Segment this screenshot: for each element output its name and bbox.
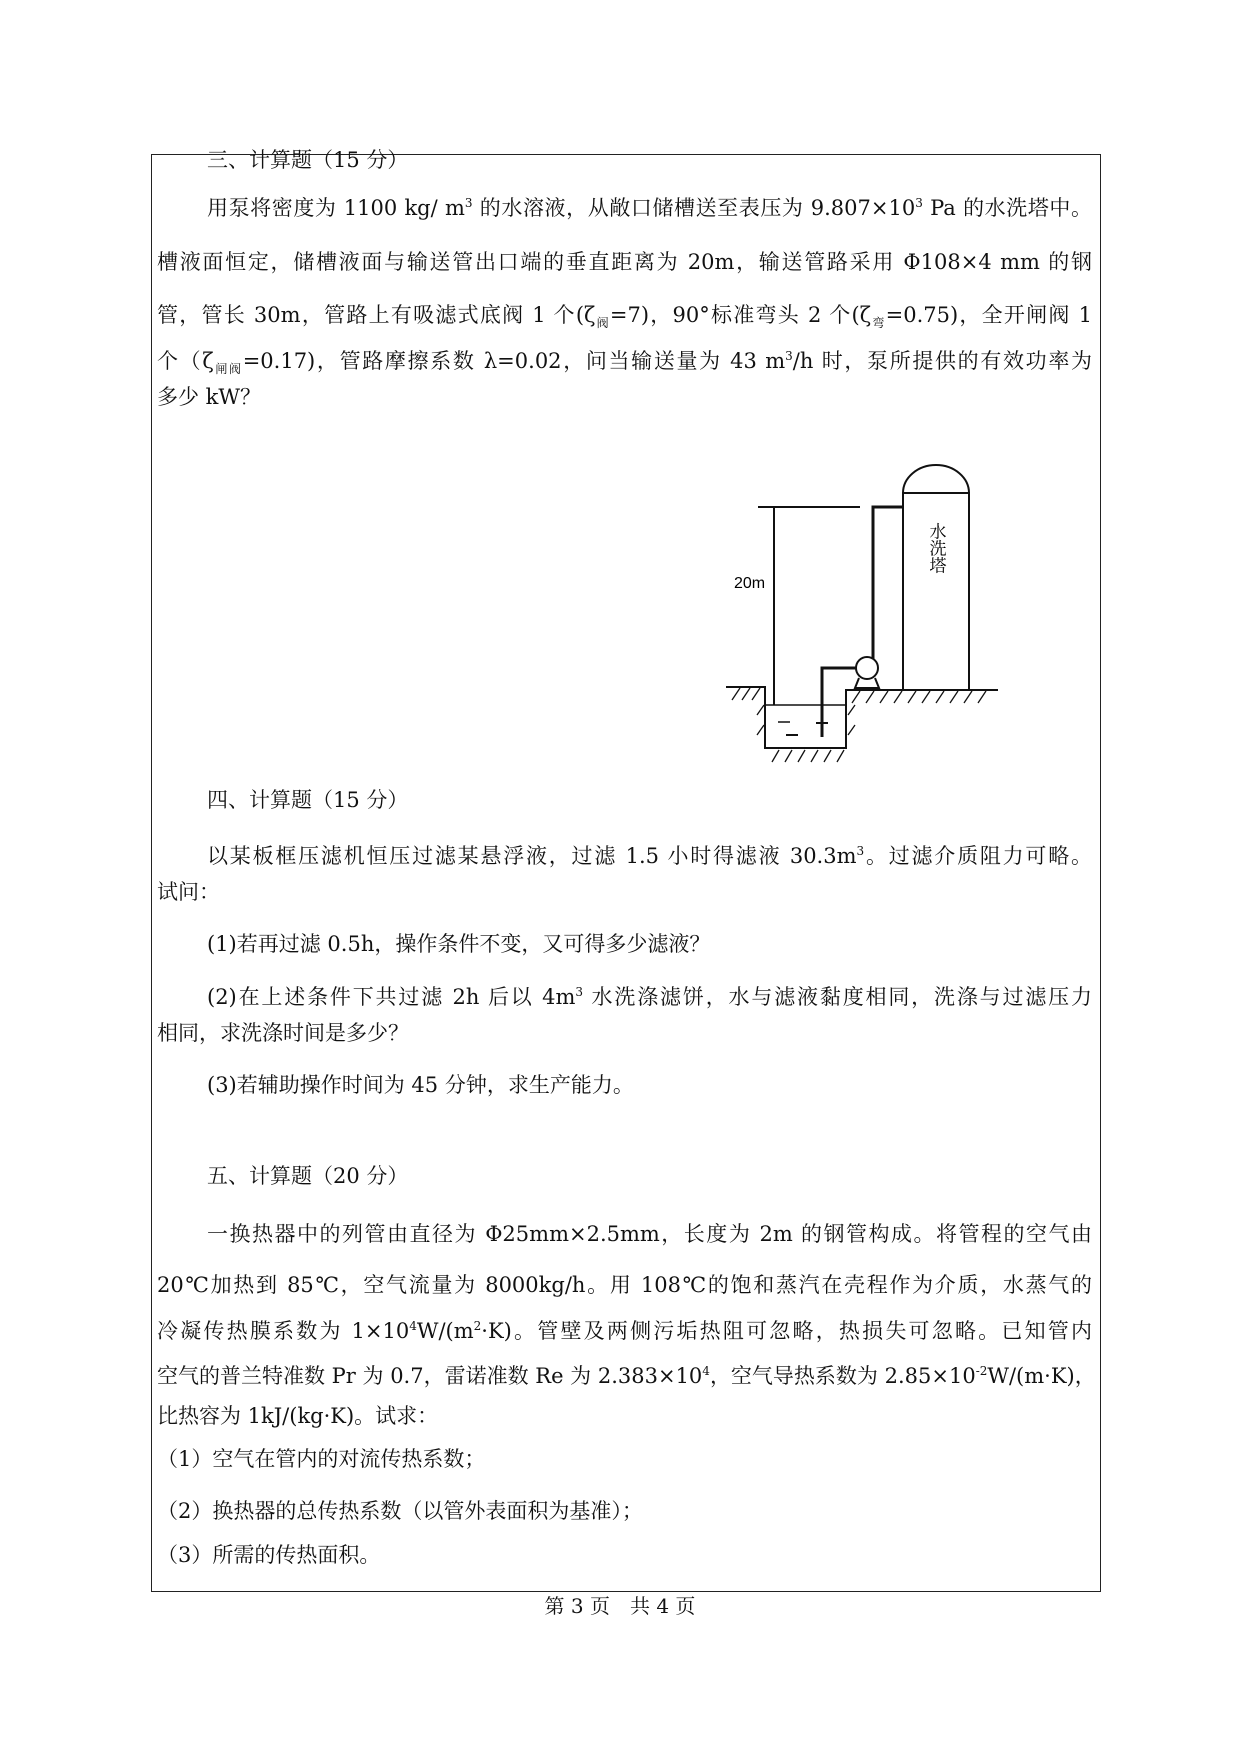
q5-line xyxy=(157,1362,1096,1390)
q4-line xyxy=(157,1019,1092,1047)
q4-line xyxy=(207,842,1092,870)
superscript: 3 xyxy=(785,349,793,363)
q5-line xyxy=(157,1541,1092,1569)
text-segment: 相同，求洗涤时间是多少？ xyxy=(157,1021,409,1045)
page-number: 第 3 页 共 4 页 xyxy=(544,1594,696,1618)
q5-heading: 五、计算题（20 分） xyxy=(207,1164,409,1188)
text-segment: ，空气导热系数为 2.85×10 xyxy=(709,1364,976,1388)
superscript: 3 xyxy=(575,985,584,999)
text-segment: 的水溶液，从敞口储槽送至表压为 9.807×10 xyxy=(472,196,916,220)
height-label: 20m xyxy=(734,575,766,592)
text-segment: 比热容为 1kJ/(kg·K)。试求： xyxy=(157,1404,439,1428)
text-segment: 管，管长 30m，管路上有吸滤式底阀 1 个(ζ xyxy=(157,303,596,327)
tower-label: 水洗塔 xyxy=(926,522,946,574)
q5-line xyxy=(157,1271,1092,1299)
superscript: 2 xyxy=(473,1319,482,1333)
q4-line xyxy=(207,930,1092,958)
text-segment: =0.17)，管路摩擦系数 λ=0.02，问当输送量为 43 m xyxy=(242,349,786,373)
q4-heading: 四、计算题（15 分） xyxy=(207,788,409,812)
text-segment: 一换热器中的列管由直径为 Φ25mm×2.5mm，长度为 2m 的钢管构成。将管程的空气由 xyxy=(207,1222,1092,1246)
subscript: 闸阀 xyxy=(213,362,243,377)
text-segment: 个（ζ xyxy=(157,349,214,373)
q5-line xyxy=(157,1497,1092,1525)
superscript: 3 xyxy=(856,844,865,858)
text-segment: 试问： xyxy=(157,880,220,904)
text-segment: 用泵将密度为 1100 kg/ m xyxy=(207,196,465,220)
text-segment: W/(m xyxy=(416,1319,474,1343)
text-segment: 冷凝传热膜系数为 1×10 xyxy=(157,1319,410,1343)
ground-and-tank xyxy=(726,687,998,748)
text-segment: (1)若再过滤 0.5h，操作条件不变，又可得多少滤液？ xyxy=(207,932,711,956)
text-segment: （3）所需的传热面积。 xyxy=(157,1543,381,1567)
text-segment: （2）换热器的总传热系数（以管外表面积为基准）； xyxy=(157,1499,643,1523)
q5-line xyxy=(207,1220,1092,1248)
text-segment: Pa 的水洗塔中。 xyxy=(922,196,1092,220)
tower-dome xyxy=(903,465,969,493)
pump-icon xyxy=(856,657,878,679)
superscript: 4 xyxy=(702,1364,710,1378)
ground-hatching xyxy=(732,688,986,762)
text-segment: (2)在上述条件下共过滤 2h 后以 4m xyxy=(207,985,576,1009)
text-segment: 水洗涤滤饼，水与滤液黏度相同，洗涤与过滤压力 xyxy=(583,985,1092,1009)
subscript: 阀 xyxy=(595,316,610,331)
text-segment: 20℃加热到 85℃，空气流量为 8000kg/h。用 108℃的饱和蒸汽在壳程作为介质，水蒸气的 xyxy=(157,1273,1092,1297)
q4-line xyxy=(207,1071,1092,1099)
q4-line xyxy=(207,983,1092,1011)
text-segment: 槽液面恒定，储槽液面与输送管出口端的垂直距离为 20m，输送管路采用 Φ108×4 mm 的钢 xyxy=(157,250,1092,274)
suction-pipe xyxy=(822,668,856,737)
q3-heading: 三、计算题（15 分） xyxy=(207,148,409,172)
q5-line xyxy=(157,1402,1092,1430)
text-segment: （1）空气在管内的对流传热系数； xyxy=(157,1447,486,1471)
subscript: 弯 xyxy=(871,316,886,331)
superscript: -2 xyxy=(975,1364,988,1378)
text-segment: 多少 kW？ xyxy=(157,385,261,409)
text-segment: /h 时，泵所提供的有效功率为 xyxy=(792,349,1092,373)
text-segment: =7)，90°标准弯头 2 个(ζ xyxy=(609,303,872,327)
text-segment: 空气的普兰特准数 Pr 为 0.7，雷诺准数 Re 为 2.383×10 xyxy=(157,1364,703,1388)
superscript: 3 xyxy=(915,196,923,210)
superscript: 3 xyxy=(464,196,473,210)
discharge-pipe xyxy=(873,507,903,660)
text-segment: ·K)。管壁及两侧污垢热阻可忽略，热损失可忽略。已知管内 xyxy=(481,1319,1092,1343)
text-segment: 。过滤介质阻力可略。 xyxy=(864,844,1093,868)
text-segment: (3)若辅助操作时间为 45 分钟，求生产能力。 xyxy=(207,1073,634,1097)
text-segment: 以某板框压滤机恒压过滤某悬浮液，过滤 1.5 小时得滤液 30.3m xyxy=(207,844,857,868)
superscript: 4 xyxy=(409,1319,417,1333)
q5-line xyxy=(157,1317,1092,1345)
text-segment: W/(m·K)， xyxy=(987,1364,1096,1388)
q5-line xyxy=(157,1445,1092,1473)
q4-line xyxy=(157,878,1092,906)
text-segment: =0.75)，全开闸阀 1 xyxy=(885,303,1092,327)
